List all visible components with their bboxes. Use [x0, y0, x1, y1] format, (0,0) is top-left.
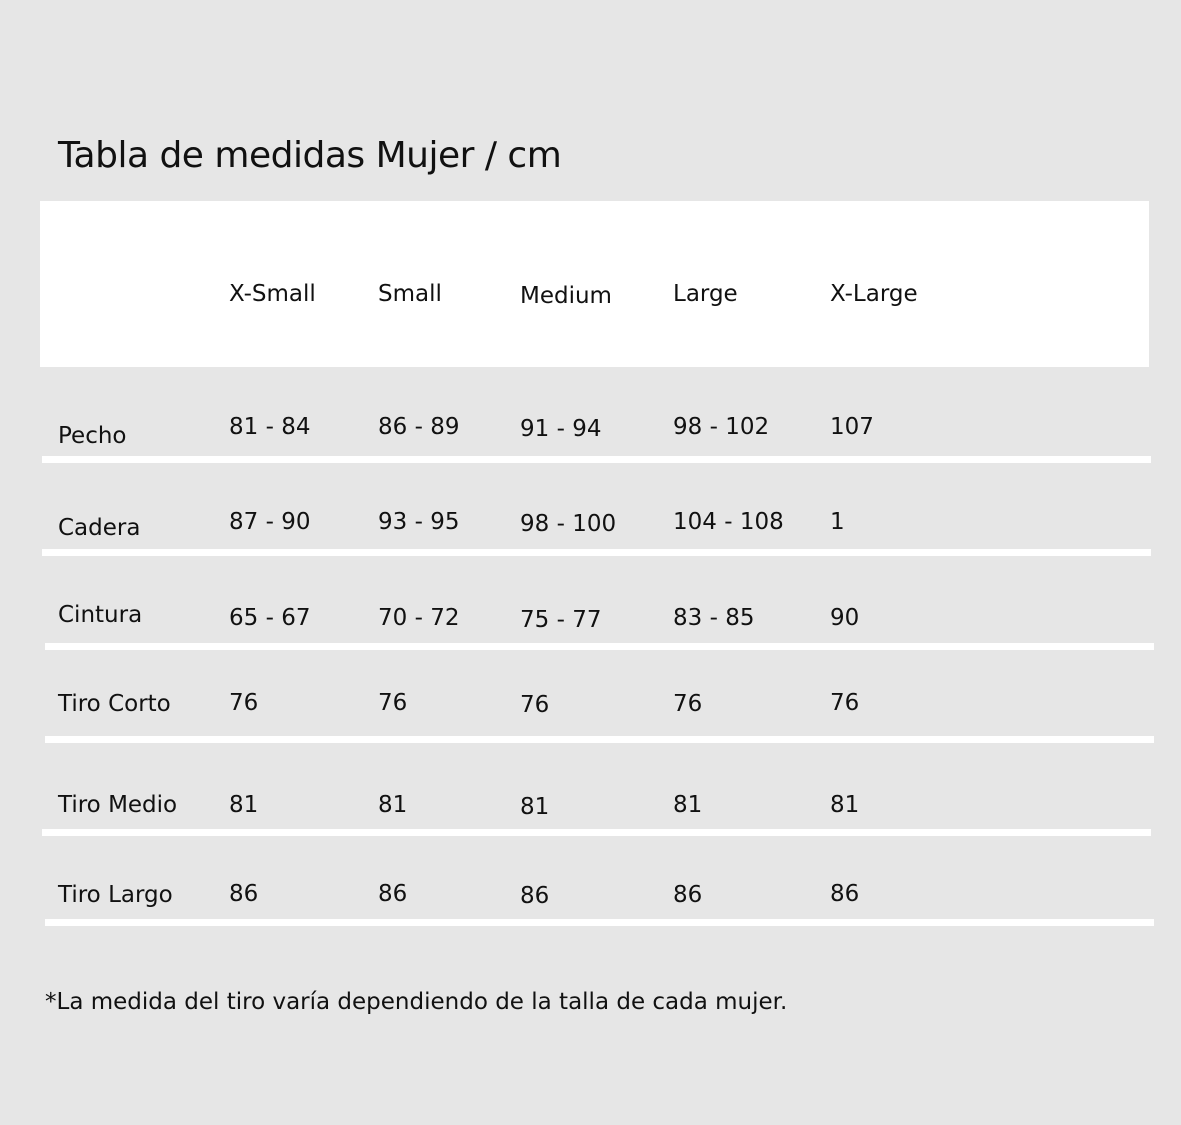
row-divider — [45, 643, 1154, 650]
cell-pecho-medium: 91 - 94 — [520, 416, 602, 442]
cell-tiro-medio-x-large: 81 — [830, 792, 860, 818]
cell-tiro-corto-x-large: 76 — [830, 690, 860, 716]
cell-cintura-x-large: 90 — [830, 605, 860, 631]
cell-cintura-x-small: 65 - 67 — [229, 605, 311, 631]
cell-tiro-medio-x-small: 81 — [229, 792, 259, 818]
size-header-small: Small — [378, 281, 442, 307]
cell-cintura-small: 70 - 72 — [378, 605, 460, 631]
cell-cadera-x-large: 1 — [830, 509, 845, 535]
size-header-x-small: X-Small — [229, 281, 316, 307]
cell-cadera-x-small: 87 - 90 — [229, 509, 311, 535]
cell-tiro-medio-medium: 81 — [520, 794, 550, 820]
cell-cadera-large: 104 - 108 — [673, 509, 784, 535]
cell-tiro-largo-small: 86 — [378, 881, 408, 907]
footnote: *La medida del tiro varía dependiendo de la talla de cada mujer. — [45, 989, 788, 1015]
cell-tiro-medio-large: 81 — [673, 792, 703, 818]
cell-tiro-corto-small: 76 — [378, 690, 408, 716]
cell-pecho-small: 86 - 89 — [378, 414, 460, 440]
cell-pecho-large: 98 - 102 — [673, 414, 770, 440]
row-divider — [42, 549, 1151, 556]
row-label-cintura: Cintura — [58, 602, 143, 628]
row-label-tiro-corto: Tiro Corto — [58, 691, 171, 717]
row-label-tiro-largo: Tiro Largo — [58, 882, 173, 908]
row-divider — [42, 456, 1151, 463]
cell-cintura-large: 83 - 85 — [673, 605, 755, 631]
row-divider — [45, 919, 1154, 926]
page-title: Tabla de medidas Mujer / cm — [58, 135, 562, 176]
cell-pecho-x-small: 81 - 84 — [229, 414, 311, 440]
cell-tiro-corto-large: 76 — [673, 691, 703, 717]
cell-tiro-corto-x-small: 76 — [229, 690, 259, 716]
cell-pecho-x-large: 107 — [830, 414, 874, 440]
cell-cintura-medium: 75 - 77 — [520, 607, 602, 633]
cell-tiro-largo-x-large: 86 — [830, 881, 860, 907]
cell-tiro-medio-small: 81 — [378, 792, 408, 818]
size-header-large: Large — [673, 281, 738, 307]
row-divider — [45, 736, 1154, 743]
size-header-x-large: X-Large — [830, 281, 918, 307]
row-label-cadera: Cadera — [58, 515, 141, 541]
size-header-medium: Medium — [520, 283, 612, 309]
row-divider — [42, 829, 1151, 836]
cell-cadera-medium: 98 - 100 — [520, 511, 617, 537]
cell-tiro-largo-large: 86 — [673, 882, 703, 908]
cell-cadera-small: 93 - 95 — [378, 509, 460, 535]
cell-tiro-largo-x-small: 86 — [229, 881, 259, 907]
row-label-tiro-medio: Tiro Medio — [58, 792, 178, 818]
cell-tiro-corto-medium: 76 — [520, 692, 550, 718]
cell-tiro-largo-medium: 86 — [520, 883, 550, 909]
row-label-pecho: Pecho — [58, 423, 127, 449]
